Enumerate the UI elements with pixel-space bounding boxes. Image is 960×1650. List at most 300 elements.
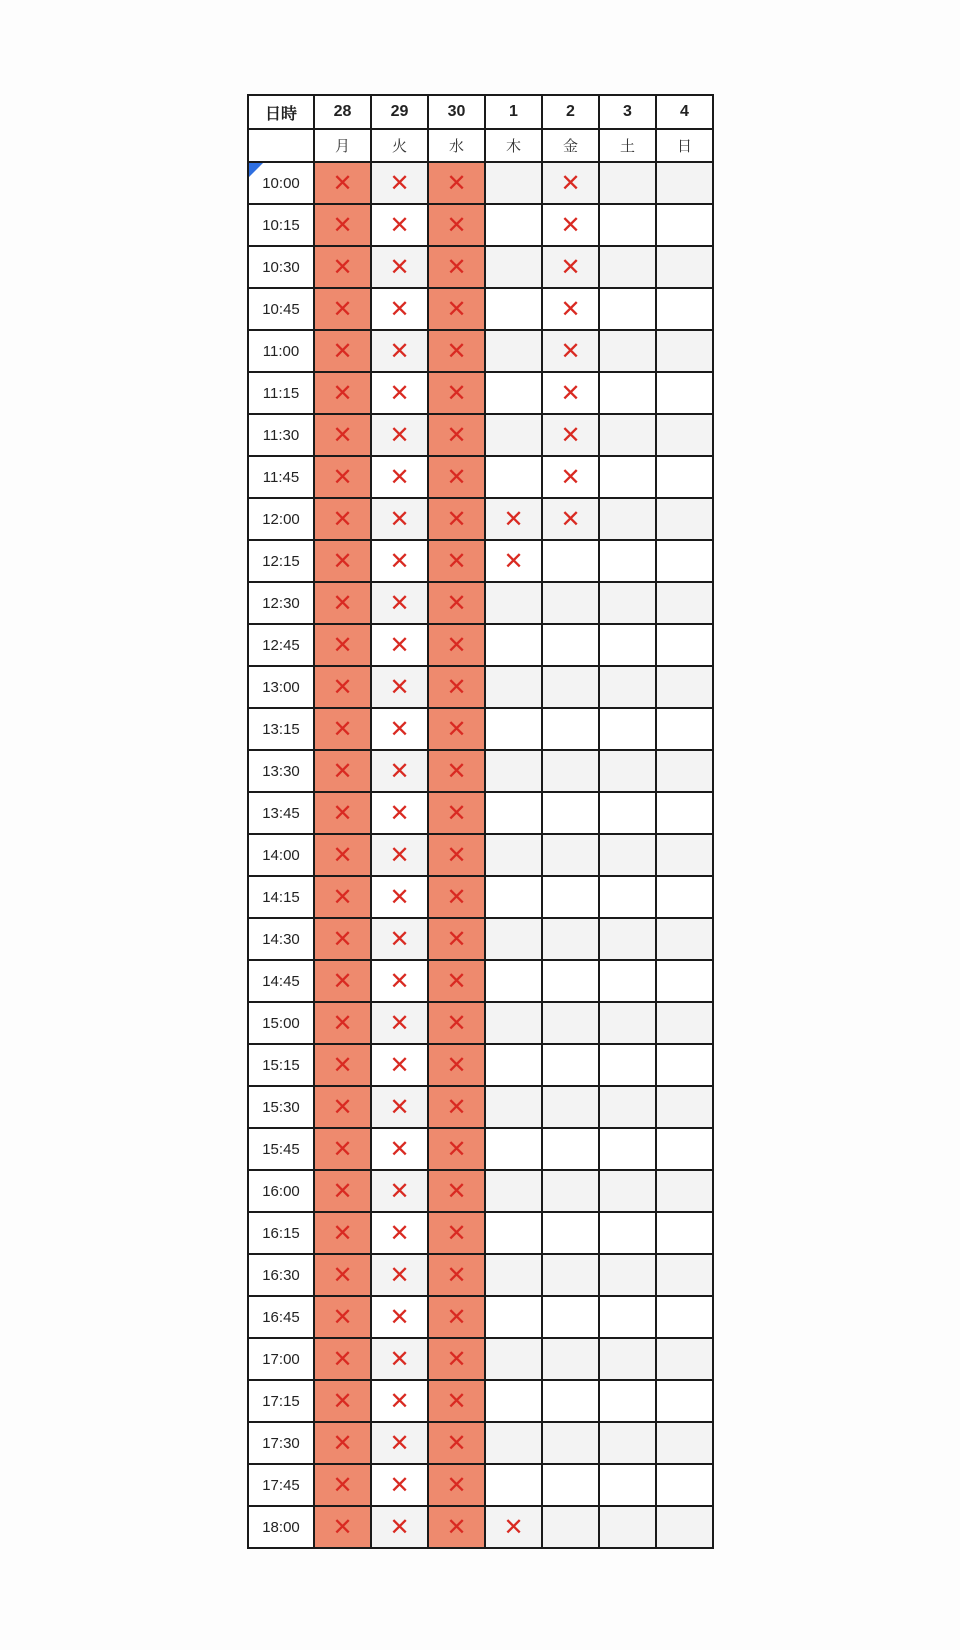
schedule-cell[interactable] bbox=[542, 288, 599, 330]
schedule-cell[interactable] bbox=[428, 288, 485, 330]
schedule-cell[interactable] bbox=[371, 540, 428, 582]
schedule-cell[interactable] bbox=[428, 1128, 485, 1170]
schedule-cell[interactable] bbox=[371, 498, 428, 540]
schedule-cell[interactable] bbox=[599, 1506, 656, 1548]
schedule-cell[interactable] bbox=[371, 414, 428, 456]
schedule-cell[interactable] bbox=[314, 204, 371, 246]
schedule-cell[interactable] bbox=[542, 540, 599, 582]
schedule-cell[interactable] bbox=[371, 1464, 428, 1506]
schedule-cell[interactable] bbox=[314, 1506, 371, 1548]
time-slot-row bbox=[248, 372, 713, 414]
schedule-cell[interactable] bbox=[542, 330, 599, 372]
schedule-cell[interactable] bbox=[485, 708, 542, 750]
schedule-cell[interactable] bbox=[542, 498, 599, 540]
schedule-cell[interactable] bbox=[542, 708, 599, 750]
schedule-cell[interactable] bbox=[542, 1128, 599, 1170]
schedule-cell[interactable] bbox=[599, 204, 656, 246]
schedule-cell[interactable] bbox=[599, 1422, 656, 1464]
x-mark-icon: ✕ bbox=[446, 1470, 467, 1499]
schedule-cell[interactable] bbox=[485, 204, 542, 246]
schedule-cell[interactable] bbox=[599, 918, 656, 960]
schedule-cell[interactable] bbox=[485, 498, 542, 540]
schedule-cell[interactable] bbox=[314, 750, 371, 792]
schedule-cell[interactable] bbox=[485, 162, 542, 204]
schedule-cell[interactable] bbox=[599, 834, 656, 876]
schedule-cell[interactable] bbox=[656, 372, 713, 414]
schedule-cell[interactable] bbox=[314, 1338, 371, 1380]
schedule-cell[interactable] bbox=[428, 750, 485, 792]
schedule-cell[interactable] bbox=[599, 1464, 656, 1506]
schedule-cell[interactable] bbox=[314, 456, 371, 498]
schedule-cell[interactable] bbox=[428, 1212, 485, 1254]
schedule-cell[interactable] bbox=[314, 498, 371, 540]
date-header-cell[interactable]: 30 bbox=[428, 95, 485, 129]
schedule-cell[interactable] bbox=[371, 666, 428, 708]
schedule-cell[interactable] bbox=[599, 498, 656, 540]
schedule-cell[interactable] bbox=[656, 750, 713, 792]
schedule-cell[interactable] bbox=[599, 288, 656, 330]
time-slot-row bbox=[248, 246, 713, 288]
time-label-cell[interactable]: 13:30 bbox=[248, 750, 314, 792]
schedule-cell[interactable] bbox=[542, 456, 599, 498]
weekday-header-cell[interactable]: 月 bbox=[314, 129, 371, 162]
schedule-cell[interactable] bbox=[656, 1212, 713, 1254]
schedule-cell[interactable] bbox=[599, 582, 656, 624]
schedule-cell[interactable] bbox=[656, 792, 713, 834]
schedule-cell[interactable] bbox=[599, 540, 656, 582]
schedule-cell[interactable] bbox=[656, 918, 713, 960]
weekday-header-cell[interactable]: 木 bbox=[485, 129, 542, 162]
x-mark-icon: ✕ bbox=[389, 966, 410, 995]
schedule-cell[interactable] bbox=[599, 1086, 656, 1128]
time-label-cell[interactable]: 13:00 bbox=[248, 666, 314, 708]
schedule-cell[interactable] bbox=[485, 960, 542, 1002]
schedule-cell[interactable] bbox=[656, 498, 713, 540]
schedule-cell[interactable] bbox=[371, 1002, 428, 1044]
schedule-cell[interactable] bbox=[542, 1044, 599, 1086]
schedule-cell[interactable] bbox=[542, 834, 599, 876]
schedule-cell[interactable] bbox=[656, 162, 713, 204]
schedule-cell[interactable] bbox=[599, 456, 656, 498]
schedule-cell[interactable] bbox=[485, 1296, 542, 1338]
schedule-cell[interactable] bbox=[428, 1044, 485, 1086]
schedule-cell[interactable] bbox=[542, 750, 599, 792]
schedule-cell[interactable] bbox=[371, 960, 428, 1002]
schedule-cell[interactable] bbox=[428, 624, 485, 666]
schedule-cell[interactable] bbox=[656, 204, 713, 246]
weekday-corner-cell[interactable] bbox=[248, 129, 314, 162]
time-label-cell[interactable]: 11:45 bbox=[248, 456, 314, 498]
schedule-cell[interactable] bbox=[485, 1338, 542, 1380]
time-label-cell[interactable]: 12:45 bbox=[248, 624, 314, 666]
schedule-cell[interactable] bbox=[314, 708, 371, 750]
schedule-cell[interactable] bbox=[542, 1254, 599, 1296]
schedule-cell[interactable] bbox=[542, 1002, 599, 1044]
schedule-cell[interactable] bbox=[485, 666, 542, 708]
schedule-cell[interactable] bbox=[485, 246, 542, 288]
schedule-cell[interactable] bbox=[371, 1212, 428, 1254]
x-mark-icon: ✕ bbox=[332, 504, 353, 533]
schedule-cell[interactable] bbox=[599, 1296, 656, 1338]
schedule-cell[interactable] bbox=[314, 834, 371, 876]
schedule-cell[interactable] bbox=[599, 1170, 656, 1212]
schedule-cell[interactable] bbox=[314, 1170, 371, 1212]
schedule-cell[interactable] bbox=[314, 1002, 371, 1044]
schedule-cell[interactable] bbox=[371, 288, 428, 330]
schedule-cell[interactable] bbox=[542, 960, 599, 1002]
schedule-cell[interactable] bbox=[656, 288, 713, 330]
schedule-cell[interactable] bbox=[599, 330, 656, 372]
schedule-cell[interactable] bbox=[542, 1380, 599, 1422]
time-label-cell[interactable]: 17:00 bbox=[248, 1338, 314, 1380]
date-header-cell[interactable]: 28 bbox=[314, 95, 371, 129]
time-slot-row bbox=[248, 498, 713, 540]
schedule-cell[interactable] bbox=[371, 204, 428, 246]
schedule-cell[interactable] bbox=[656, 540, 713, 582]
schedule-cell[interactable] bbox=[542, 1170, 599, 1212]
schedule-cell[interactable] bbox=[371, 708, 428, 750]
time-label-cell[interactable]: 16:30 bbox=[248, 1254, 314, 1296]
x-mark-icon: ✕ bbox=[389, 504, 410, 533]
schedule-cell[interactable] bbox=[542, 1464, 599, 1506]
schedule-cell[interactable] bbox=[656, 624, 713, 666]
time-label-cell[interactable]: 16:00 bbox=[248, 1170, 314, 1212]
schedule-cell[interactable] bbox=[314, 1296, 371, 1338]
schedule-cell[interactable] bbox=[371, 162, 428, 204]
schedule-cell[interactable] bbox=[314, 918, 371, 960]
schedule-cell[interactable] bbox=[656, 1506, 713, 1548]
schedule-cell[interactable] bbox=[485, 876, 542, 918]
schedule-cell[interactable] bbox=[656, 456, 713, 498]
schedule-cell[interactable] bbox=[428, 1464, 485, 1506]
schedule-cell[interactable] bbox=[428, 414, 485, 456]
schedule-cell[interactable] bbox=[371, 1506, 428, 1548]
schedule-cell[interactable] bbox=[371, 1128, 428, 1170]
schedule-cell[interactable] bbox=[371, 246, 428, 288]
time-label-cell[interactable]: 10:45 bbox=[248, 288, 314, 330]
x-mark-icon: ✕ bbox=[389, 252, 410, 281]
schedule-cell[interactable] bbox=[371, 1422, 428, 1464]
schedule-cell[interactable] bbox=[371, 456, 428, 498]
x-mark-icon: ✕ bbox=[446, 1302, 467, 1331]
time-label-cell[interactable]: 11:30 bbox=[248, 414, 314, 456]
time-label-cell[interactable]: 14:00 bbox=[248, 834, 314, 876]
schedule-cell[interactable] bbox=[428, 246, 485, 288]
schedule-cell[interactable] bbox=[485, 414, 542, 456]
time-label-cell[interactable]: 15:45 bbox=[248, 1128, 314, 1170]
schedule-cell[interactable] bbox=[485, 1464, 542, 1506]
time-slot-row bbox=[248, 1254, 713, 1296]
schedule-cell[interactable] bbox=[542, 1338, 599, 1380]
schedule-cell[interactable] bbox=[314, 1212, 371, 1254]
schedule-cell[interactable] bbox=[314, 582, 371, 624]
schedule-cell[interactable] bbox=[428, 1086, 485, 1128]
weekday-header-cell[interactable]: 火 bbox=[371, 129, 428, 162]
weekday-header-cell[interactable]: 日 bbox=[656, 129, 713, 162]
schedule-cell[interactable] bbox=[542, 1506, 599, 1548]
time-slot-row bbox=[248, 1338, 713, 1380]
schedule-cell[interactable] bbox=[542, 792, 599, 834]
schedule-cell[interactable] bbox=[656, 1254, 713, 1296]
x-mark-icon: ✕ bbox=[389, 1386, 410, 1415]
schedule-cell[interactable] bbox=[485, 1506, 542, 1548]
schedule-cell[interactable] bbox=[485, 288, 542, 330]
schedule-cell[interactable] bbox=[428, 1380, 485, 1422]
time-label-cell[interactable]: 12:00 bbox=[248, 498, 314, 540]
schedule-cell[interactable] bbox=[542, 666, 599, 708]
schedule-cell[interactable] bbox=[656, 1170, 713, 1212]
schedule-cell[interactable] bbox=[656, 246, 713, 288]
schedule-cell[interactable] bbox=[314, 372, 371, 414]
schedule-cell[interactable] bbox=[428, 498, 485, 540]
time-label-cell[interactable]: 13:45 bbox=[248, 792, 314, 834]
schedule-cell[interactable] bbox=[428, 960, 485, 1002]
schedule-cell[interactable] bbox=[599, 246, 656, 288]
schedule-cell[interactable] bbox=[371, 1296, 428, 1338]
schedule-cell[interactable] bbox=[542, 1422, 599, 1464]
schedule-cell[interactable] bbox=[542, 246, 599, 288]
schedule-cell[interactable] bbox=[371, 792, 428, 834]
schedule-cell[interactable] bbox=[428, 1422, 485, 1464]
schedule-cell[interactable] bbox=[428, 1254, 485, 1296]
time-label-cell[interactable]: 14:15 bbox=[248, 876, 314, 918]
schedule-cell[interactable] bbox=[599, 708, 656, 750]
schedule-cell[interactable] bbox=[428, 1506, 485, 1548]
schedule-cell[interactable] bbox=[485, 750, 542, 792]
x-mark-icon: ✕ bbox=[332, 462, 353, 491]
schedule-cell[interactable] bbox=[428, 456, 485, 498]
schedule-cell[interactable] bbox=[428, 1002, 485, 1044]
schedule-cell[interactable] bbox=[599, 1002, 656, 1044]
schedule-cell[interactable] bbox=[314, 876, 371, 918]
time-label-cell[interactable]: 16:45 bbox=[248, 1296, 314, 1338]
schedule-cell[interactable] bbox=[428, 918, 485, 960]
schedule-cell[interactable] bbox=[428, 582, 485, 624]
schedule-cell[interactable] bbox=[656, 1044, 713, 1086]
weekday-header-cell[interactable]: 水 bbox=[428, 129, 485, 162]
schedule-cell[interactable] bbox=[428, 540, 485, 582]
schedule-cell[interactable] bbox=[314, 792, 371, 834]
schedule-cell[interactable] bbox=[656, 834, 713, 876]
schedule-cell[interactable] bbox=[428, 372, 485, 414]
schedule-cell[interactable] bbox=[485, 1170, 542, 1212]
schedule-cell[interactable] bbox=[656, 1422, 713, 1464]
schedule-cell[interactable] bbox=[656, 1464, 713, 1506]
corner-header-cell[interactable]: 日時 bbox=[248, 95, 314, 129]
schedule-cell[interactable] bbox=[656, 1380, 713, 1422]
time-label-cell[interactable]: 17:30 bbox=[248, 1422, 314, 1464]
schedule-cell[interactable] bbox=[599, 1338, 656, 1380]
schedule-cell[interactable] bbox=[542, 1296, 599, 1338]
schedule-cell[interactable] bbox=[485, 330, 542, 372]
schedule-cell[interactable] bbox=[656, 876, 713, 918]
time-label-cell[interactable]: 18:00 bbox=[248, 1506, 314, 1548]
x-mark-icon: ✕ bbox=[389, 378, 410, 407]
schedule-cell[interactable] bbox=[599, 750, 656, 792]
time-label-cell[interactable]: 17:45 bbox=[248, 1464, 314, 1506]
time-label-cell[interactable]: 17:15 bbox=[248, 1380, 314, 1422]
schedule-cell[interactable] bbox=[485, 456, 542, 498]
schedule-cell[interactable] bbox=[485, 1254, 542, 1296]
schedule-cell[interactable] bbox=[485, 1212, 542, 1254]
schedule-cell[interactable] bbox=[314, 624, 371, 666]
time-label-cell[interactable]: 15:15 bbox=[248, 1044, 314, 1086]
schedule-cell[interactable] bbox=[542, 582, 599, 624]
date-header-cell[interactable]: 1 bbox=[485, 95, 542, 129]
x-mark-icon: ✕ bbox=[389, 1008, 410, 1037]
schedule-cell[interactable] bbox=[371, 582, 428, 624]
schedule-cell[interactable] bbox=[428, 1296, 485, 1338]
schedule-cell[interactable] bbox=[656, 960, 713, 1002]
schedule-cell[interactable] bbox=[599, 624, 656, 666]
schedule-cell[interactable] bbox=[485, 372, 542, 414]
schedule-cell[interactable] bbox=[599, 162, 656, 204]
date-header-cell[interactable]: 3 bbox=[599, 95, 656, 129]
schedule-cell[interactable] bbox=[314, 666, 371, 708]
schedule-cell[interactable] bbox=[656, 1296, 713, 1338]
schedule-cell[interactable] bbox=[371, 1380, 428, 1422]
schedule-cell[interactable] bbox=[371, 1170, 428, 1212]
time-label-cell[interactable]: 10:15 bbox=[248, 204, 314, 246]
schedule-cell[interactable] bbox=[314, 1128, 371, 1170]
schedule-cell[interactable] bbox=[485, 540, 542, 582]
schedule-cell[interactable] bbox=[371, 1086, 428, 1128]
schedule-cell[interactable] bbox=[656, 1128, 713, 1170]
time-label-cell[interactable]: 10:00 bbox=[248, 162, 314, 204]
schedule-cell[interactable] bbox=[599, 1380, 656, 1422]
schedule-cell[interactable] bbox=[599, 1212, 656, 1254]
schedule-cell[interactable] bbox=[485, 1380, 542, 1422]
schedule-cell[interactable] bbox=[428, 1338, 485, 1380]
schedule-cell[interactable] bbox=[542, 1212, 599, 1254]
time-label-cell[interactable]: 14:30 bbox=[248, 918, 314, 960]
schedule-cell[interactable] bbox=[371, 1044, 428, 1086]
schedule-cell[interactable] bbox=[485, 624, 542, 666]
schedule-cell[interactable] bbox=[485, 582, 542, 624]
schedule-cell[interactable] bbox=[314, 1086, 371, 1128]
x-mark-icon: ✕ bbox=[389, 630, 410, 659]
schedule-cell[interactable] bbox=[428, 834, 485, 876]
schedule-cell[interactable] bbox=[314, 246, 371, 288]
schedule-cell[interactable] bbox=[599, 1128, 656, 1170]
schedule-cell[interactable] bbox=[314, 1422, 371, 1464]
schedule-cell[interactable] bbox=[485, 1422, 542, 1464]
x-mark-icon: ✕ bbox=[389, 168, 410, 197]
schedule-cell[interactable] bbox=[656, 708, 713, 750]
schedule-cell[interactable] bbox=[314, 960, 371, 1002]
schedule-cell[interactable] bbox=[428, 1170, 485, 1212]
date-header-cell[interactable]: 2 bbox=[542, 95, 599, 129]
schedule-cell[interactable] bbox=[428, 792, 485, 834]
schedule-cell[interactable] bbox=[371, 918, 428, 960]
schedule-cell[interactable] bbox=[656, 330, 713, 372]
time-label-cell[interactable]: 13:15 bbox=[248, 708, 314, 750]
schedule-cell[interactable] bbox=[428, 330, 485, 372]
schedule-cell[interactable] bbox=[428, 666, 485, 708]
schedule-cell[interactable] bbox=[485, 1086, 542, 1128]
date-header-cell[interactable]: 4 bbox=[656, 95, 713, 129]
schedule-cell[interactable] bbox=[371, 750, 428, 792]
schedule-cell[interactable] bbox=[428, 204, 485, 246]
schedule-cell[interactable] bbox=[599, 960, 656, 1002]
schedule-cell[interactable] bbox=[314, 414, 371, 456]
time-label-cell[interactable]: 10:30 bbox=[248, 246, 314, 288]
schedule-cell[interactable] bbox=[371, 876, 428, 918]
date-header-cell[interactable]: 29 bbox=[371, 95, 428, 129]
schedule-cell[interactable] bbox=[542, 162, 599, 204]
schedule-cell[interactable] bbox=[485, 918, 542, 960]
time-label-cell[interactable]: 12:15 bbox=[248, 540, 314, 582]
schedule-cell[interactable] bbox=[314, 288, 371, 330]
schedule-cell[interactable] bbox=[428, 876, 485, 918]
time-label-cell[interactable]: 11:15 bbox=[248, 372, 314, 414]
schedule-cell[interactable] bbox=[599, 876, 656, 918]
time-label-cell[interactable]: 11:00 bbox=[248, 330, 314, 372]
schedule-cell[interactable] bbox=[656, 1338, 713, 1380]
schedule-cell[interactable] bbox=[599, 1254, 656, 1296]
time-label-cell[interactable]: 14:45 bbox=[248, 960, 314, 1002]
schedule-cell[interactable] bbox=[371, 624, 428, 666]
schedule-cell[interactable] bbox=[314, 540, 371, 582]
schedule-cell[interactable] bbox=[485, 1002, 542, 1044]
time-label-cell[interactable]: 15:30 bbox=[248, 1086, 314, 1128]
schedule-cell[interactable] bbox=[656, 1086, 713, 1128]
weekday-header-cell[interactable]: 土 bbox=[599, 129, 656, 162]
x-mark-icon: ✕ bbox=[332, 966, 353, 995]
schedule-cell[interactable] bbox=[371, 330, 428, 372]
schedule-cell[interactable] bbox=[599, 372, 656, 414]
schedule-cell[interactable] bbox=[371, 1254, 428, 1296]
schedule-cell[interactable] bbox=[371, 834, 428, 876]
schedule-cell[interactable] bbox=[542, 918, 599, 960]
x-mark-icon: ✕ bbox=[389, 1050, 410, 1079]
weekday-header-cell[interactable]: 金 bbox=[542, 129, 599, 162]
schedule-cell[interactable] bbox=[542, 204, 599, 246]
schedule-cell[interactable] bbox=[656, 666, 713, 708]
schedule-cell[interactable] bbox=[371, 1338, 428, 1380]
schedule-cell[interactable] bbox=[428, 708, 485, 750]
schedule-cell[interactable] bbox=[542, 414, 599, 456]
schedule-cell[interactable] bbox=[485, 1128, 542, 1170]
schedule-cell[interactable] bbox=[314, 1380, 371, 1422]
schedule-cell[interactable] bbox=[542, 624, 599, 666]
schedule-cell[interactable] bbox=[314, 1464, 371, 1506]
schedule-cell[interactable] bbox=[485, 834, 542, 876]
schedule-cell[interactable] bbox=[656, 1002, 713, 1044]
schedule-cell[interactable] bbox=[314, 330, 371, 372]
time-label-cell[interactable]: 12:30 bbox=[248, 582, 314, 624]
schedule-cell[interactable] bbox=[314, 1044, 371, 1086]
schedule-cell[interactable] bbox=[656, 582, 713, 624]
schedule-cell[interactable] bbox=[599, 666, 656, 708]
schedule-cell[interactable] bbox=[599, 1044, 656, 1086]
schedule-cell[interactable] bbox=[485, 1044, 542, 1086]
schedule-cell[interactable] bbox=[428, 162, 485, 204]
time-label-cell[interactable]: 16:15 bbox=[248, 1212, 314, 1254]
schedule-cell[interactable] bbox=[371, 372, 428, 414]
schedule-cell[interactable] bbox=[314, 162, 371, 204]
schedule-cell[interactable] bbox=[542, 372, 599, 414]
time-label-cell[interactable]: 15:00 bbox=[248, 1002, 314, 1044]
schedule-cell[interactable] bbox=[542, 876, 599, 918]
schedule-cell[interactable] bbox=[485, 792, 542, 834]
schedule-cell[interactable] bbox=[542, 1086, 599, 1128]
schedule-cell[interactable] bbox=[599, 414, 656, 456]
schedule-cell[interactable] bbox=[656, 414, 713, 456]
schedule-cell[interactable] bbox=[314, 1254, 371, 1296]
x-mark-icon: ✕ bbox=[332, 168, 353, 197]
schedule-cell[interactable] bbox=[599, 792, 656, 834]
